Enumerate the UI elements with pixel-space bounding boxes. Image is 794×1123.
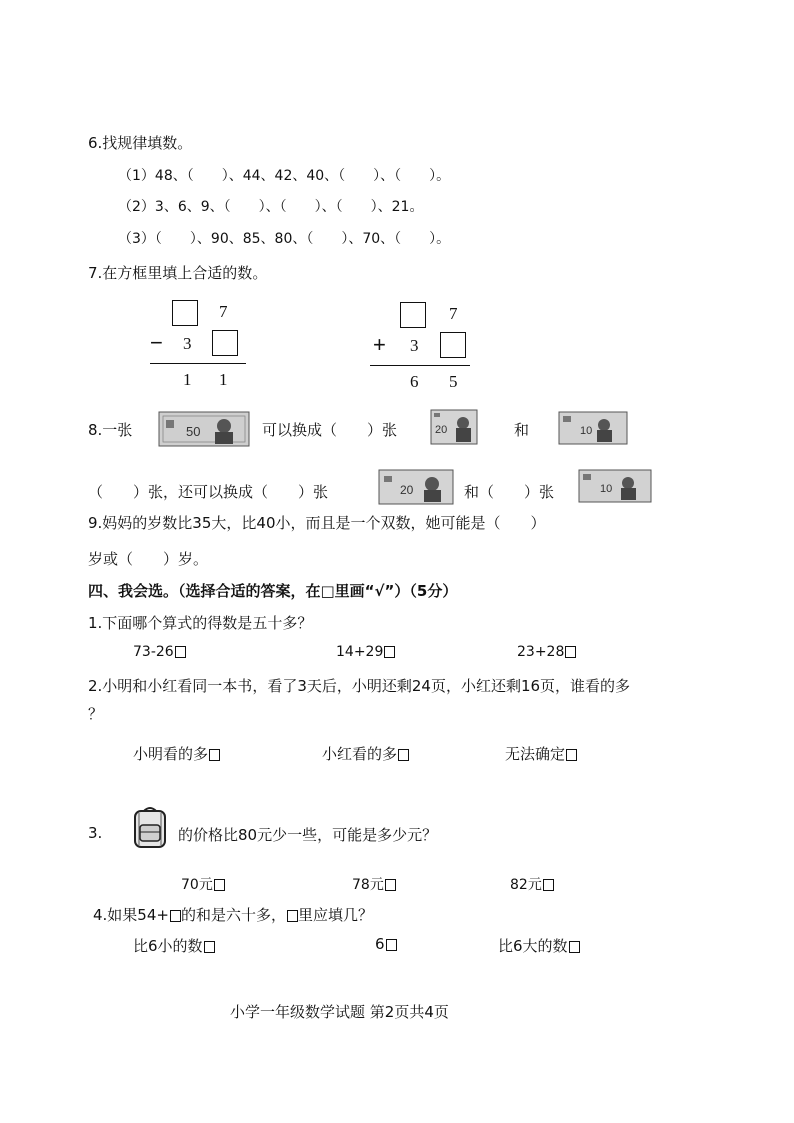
checkbox[interactable] xyxy=(565,646,576,658)
sub-result-tens: 1 xyxy=(183,370,192,389)
blank-box[interactable] xyxy=(170,910,181,922)
s4-q4-option-3[interactable]: 比6大的数 xyxy=(498,935,580,956)
sub-mid-digit: 3 xyxy=(183,334,192,353)
q7-title: 7.在方框里填上合适的数。 xyxy=(88,264,268,282)
checkbox[interactable] xyxy=(569,941,580,953)
s4-q4-text: 4.如果54+ 的和是六十多， 里应填几？ xyxy=(93,906,373,924)
answer-box[interactable] xyxy=(440,332,466,358)
note-value: 10 xyxy=(600,483,613,495)
note-value: 20 xyxy=(400,483,414,497)
checkbox[interactable] xyxy=(204,941,215,953)
add-result-tens: 6 xyxy=(410,372,419,391)
checkbox[interactable] xyxy=(566,749,577,761)
checkbox[interactable] xyxy=(398,749,409,761)
s4-q2-text-2: ？ xyxy=(88,705,104,723)
page-footer: 小学一年级数学试题 第2页共4页 xyxy=(230,1003,449,1021)
checkbox[interactable] xyxy=(384,646,395,658)
s4-q3-option-1[interactable]: 70元 xyxy=(181,874,225,894)
note-value: 10 xyxy=(580,425,593,437)
answer-box[interactable] xyxy=(172,300,198,326)
s4-q1-text: 1.下面哪个算式的得数是五十多？ xyxy=(88,614,313,632)
s4-q3-text: 的价格比80元少一些，可能是多少元？ xyxy=(178,826,438,844)
note-value: 20 xyxy=(435,424,448,436)
sum-line xyxy=(370,365,470,366)
q8-text-c: 和 xyxy=(514,421,530,439)
q8-line2-a: （ ）张，还可以换成（ ）张 xyxy=(88,483,329,501)
checkbox[interactable] xyxy=(385,879,396,891)
banknote-10-icon xyxy=(578,468,652,504)
add-top-digit: 7 xyxy=(449,304,458,323)
checkbox[interactable] xyxy=(209,749,220,761)
banknote-50-icon xyxy=(158,410,250,448)
q9-line-1: 9.妈妈的岁数比35大，比40小，而且是一个双数，她可能是（ ） xyxy=(88,514,546,532)
q8-line2-b: 和（ ）张 xyxy=(464,483,555,501)
note-value: 50 xyxy=(186,424,201,439)
s4-q1-option-1[interactable]: 73-26 xyxy=(133,644,186,660)
q6-line-3: （3）（ ）、90、85、80、（ ）、70、（ ）。 xyxy=(118,231,451,247)
sum-line xyxy=(150,363,246,364)
banknote-10-icon xyxy=(558,410,628,446)
checkbox[interactable] xyxy=(386,939,397,951)
s4-q4-option-1[interactable]: 比6小的数 xyxy=(133,935,215,956)
checkbox[interactable] xyxy=(214,879,225,891)
checkbox[interactable] xyxy=(175,646,186,658)
q6-line-2: （2）3、6、9、（ ）、（ ）、（ ）、21。 xyxy=(118,199,424,215)
minus-sign: − xyxy=(150,330,163,355)
s4-q3-option-3[interactable]: 82元 xyxy=(510,874,554,894)
q8-text-a: 8.一张 xyxy=(88,421,133,439)
plus-sign: + xyxy=(373,332,386,357)
q8-text-b: 可以换成（ ）张 xyxy=(262,421,398,439)
answer-box[interactable] xyxy=(400,302,426,328)
banknote-20-icon xyxy=(378,468,454,506)
s4-q2-option-3[interactable]: 无法确定 xyxy=(505,743,577,764)
answer-box[interactable] xyxy=(212,330,238,356)
s4-q2-text-1: 2.小明和小红看同一本书，看了3天后，小明还剩24页，小红还剩16页，谁看的多 xyxy=(88,677,631,695)
backpack-icon xyxy=(130,805,170,849)
s4-q4-option-2[interactable]: 6 xyxy=(375,935,397,953)
banknote-20-icon xyxy=(430,408,478,446)
add-result-ones: 5 xyxy=(449,372,458,391)
blank-box[interactable] xyxy=(287,910,298,922)
q9-line-2: 岁或（ ）岁。 xyxy=(88,550,209,568)
sub-top-digit: 7 xyxy=(219,302,228,321)
add-mid-digit: 3 xyxy=(410,336,419,355)
s4-q2-option-2[interactable]: 小红看的多 xyxy=(322,743,409,764)
sub-result-ones: 1 xyxy=(219,370,228,389)
s4-q1-option-3[interactable]: 23+28 xyxy=(517,644,576,660)
s4-q1-option-2[interactable]: 14+29 xyxy=(336,644,395,660)
q6-line-1: （1）48、（ ）、44、42、40、（ ）、（ ）。 xyxy=(118,168,451,184)
s4-q3-number: 3. xyxy=(88,824,103,842)
s4-q2-option-1[interactable]: 小明看的多 xyxy=(133,743,220,764)
q6-title: 6.找规律填数。 xyxy=(88,134,193,152)
section-4-heading: 四、我会选。（选择合适的答案，在□里画“√”）（5分） xyxy=(88,582,458,600)
checkbox[interactable] xyxy=(543,879,554,891)
s4-q3-option-2[interactable]: 78元 xyxy=(352,874,396,894)
